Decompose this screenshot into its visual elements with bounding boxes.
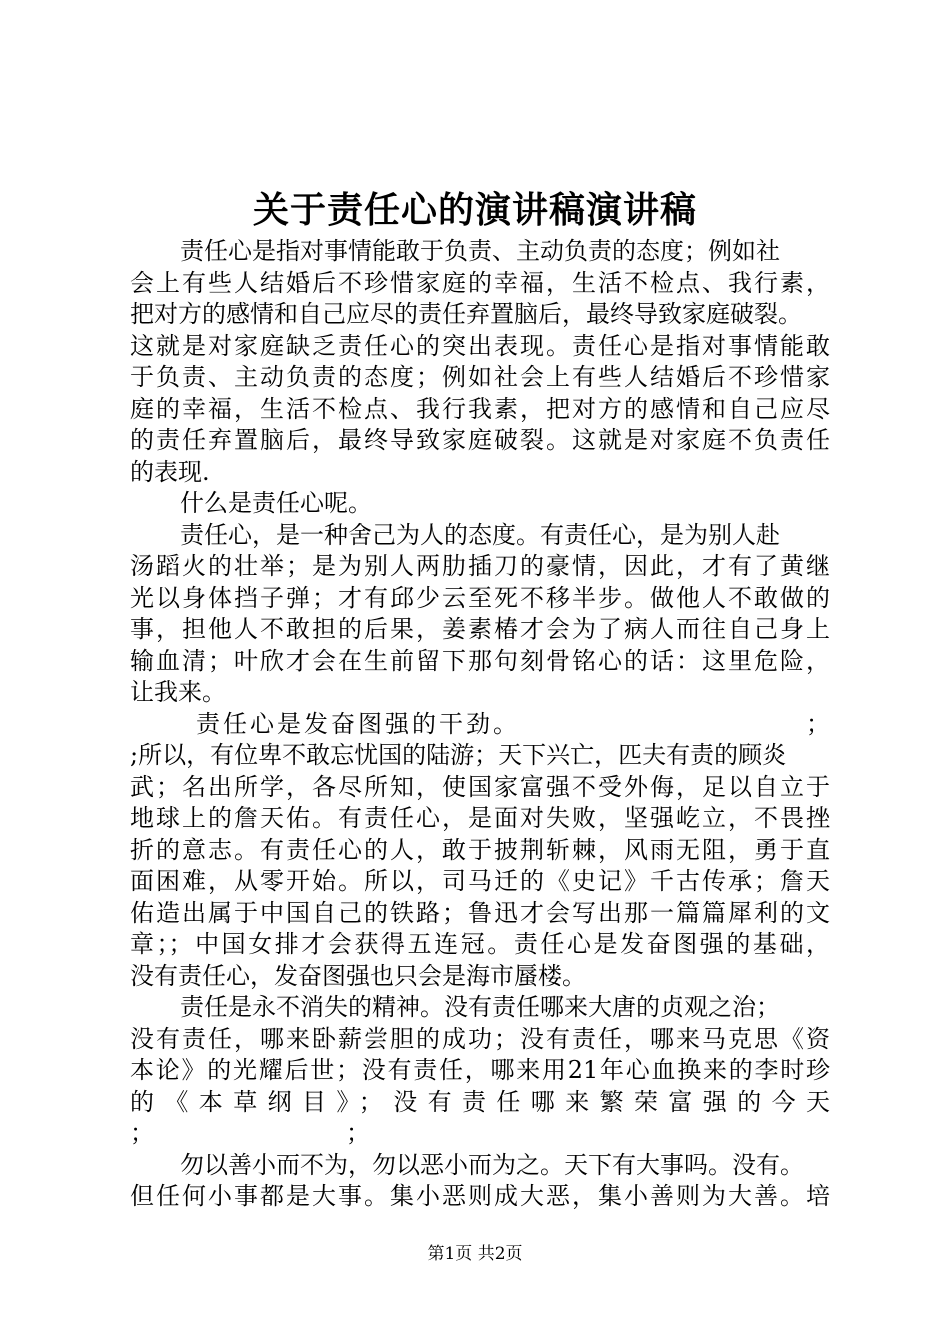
- text-line: 输血清；叶欣才会在生前留下那句刻骨铭心的话：这里危险，: [130, 646, 830, 675]
- text-line: 责任心是指对事情能敢于负责、主动负责的态度；例如社: [180, 237, 780, 265]
- text-line: 的责任弃置脑后，最终导致家庭破裂。这就是对家庭不负责任: [130, 426, 830, 454]
- text-line: 责任是永不消失的精神。没有责任哪来大唐的贞观之治；: [180, 993, 780, 1021]
- text-line: 光以身体挡子弹；才有邱少云至死不移半步。做他人不敢做的: [130, 583, 830, 612]
- text-line: 佑造出属于中国自己的铁路；鲁迅才会写出那一篇篇犀利的文: [130, 898, 830, 927]
- text-line: 什么是责任心呢。: [180, 489, 372, 517]
- text-line: 但任何小事都是大事。集小恶则成大恶，集小善则为大善。培: [130, 1182, 830, 1210]
- text-line: 会上有些人结婚后不珍惜家庭的幸福，生活不检点、我行素，: [130, 268, 830, 297]
- text-line: 这就是对家庭缺乏责任心的突出表现。责任心是指对事情能敢: [130, 331, 830, 360]
- text-line: 武；名出所学，各尽所知，使国家富强不受外侮，足以自立于: [130, 772, 830, 801]
- text-line-with-tail: [130, 709, 830, 741]
- text-line: 本论》的光耀后世；没有责任，哪来用21年心血换来的李时珍: [130, 1056, 830, 1084]
- text-line: ;所以，有位卑不敢忘忧国的陆游；天下兴亡，匹夫有责的顾炎: [130, 741, 787, 769]
- text-line: 于负责、主动负责的态度；例如社会上有些人结婚后不珍惜家: [130, 363, 830, 391]
- text-fragment: ；: [346, 1119, 370, 1147]
- text-line: 汤蹈火的壮举；是为别人两肋插刀的豪情，因此，才有了黄继: [130, 552, 830, 580]
- text-line: 面困难，从零开始。所以，司马迁的《史记》千古传承；詹天: [130, 867, 830, 895]
- text-line: 的表现.: [130, 457, 210, 486]
- text-line: 责任心，是一种舍己为人的态度。有责任心，是为别人赴: [180, 520, 780, 549]
- document-title: 关于责任心的演讲稿演讲稿: [252, 189, 697, 231]
- text-line: 折的意志。有责任心的人，敢于披荆斩棘，风雨无阻，勇于直: [130, 835, 830, 864]
- text-line: 勿以善小而不为，勿以恶小而为之。天下有大事吗。没有。: [180, 1150, 804, 1179]
- text-line: 庭的幸福，生活不检点、我行我素，把对方的感情和自己应尽: [130, 394, 830, 423]
- text-line: 没有责任心，发奋图强也只会是海市蜃楼。: [130, 961, 586, 990]
- text-fragment: ；: [130, 1119, 154, 1147]
- text-line: 把对方的感情和自己应尽的责任弃置脑后，最终导致家庭破裂。: [130, 300, 802, 328]
- text-line: 的《本草纲目》；没有责任哪来繁荣富强的今天: [130, 1087, 830, 1116]
- text-fragment: 责任心是发奋图强的干劲。: [196, 709, 520, 738]
- text-line: 没有责任，哪来卧薪尝胆的成功；没有责任，哪来马克思《资: [130, 1024, 830, 1053]
- document-body: [130, 236, 830, 1213]
- text-line: 事，担他人不敢担的后果，姜素椿才会为了病人而往自己身上: [130, 615, 830, 643]
- text-line: 地球上的詹天佑。有责任心，是面对失败，坚强屹立，不畏挫: [130, 804, 830, 832]
- page-footer: 第1页 共2页: [427, 1244, 523, 1264]
- text-line: 章；；中国女排才会获得五连冠。责任心是发奋图强的基础，: [130, 930, 830, 958]
- text-fragment: ；: [806, 709, 830, 738]
- text-line: 让我来。: [130, 678, 226, 706]
- text-line-with-gap: [130, 1118, 370, 1150]
